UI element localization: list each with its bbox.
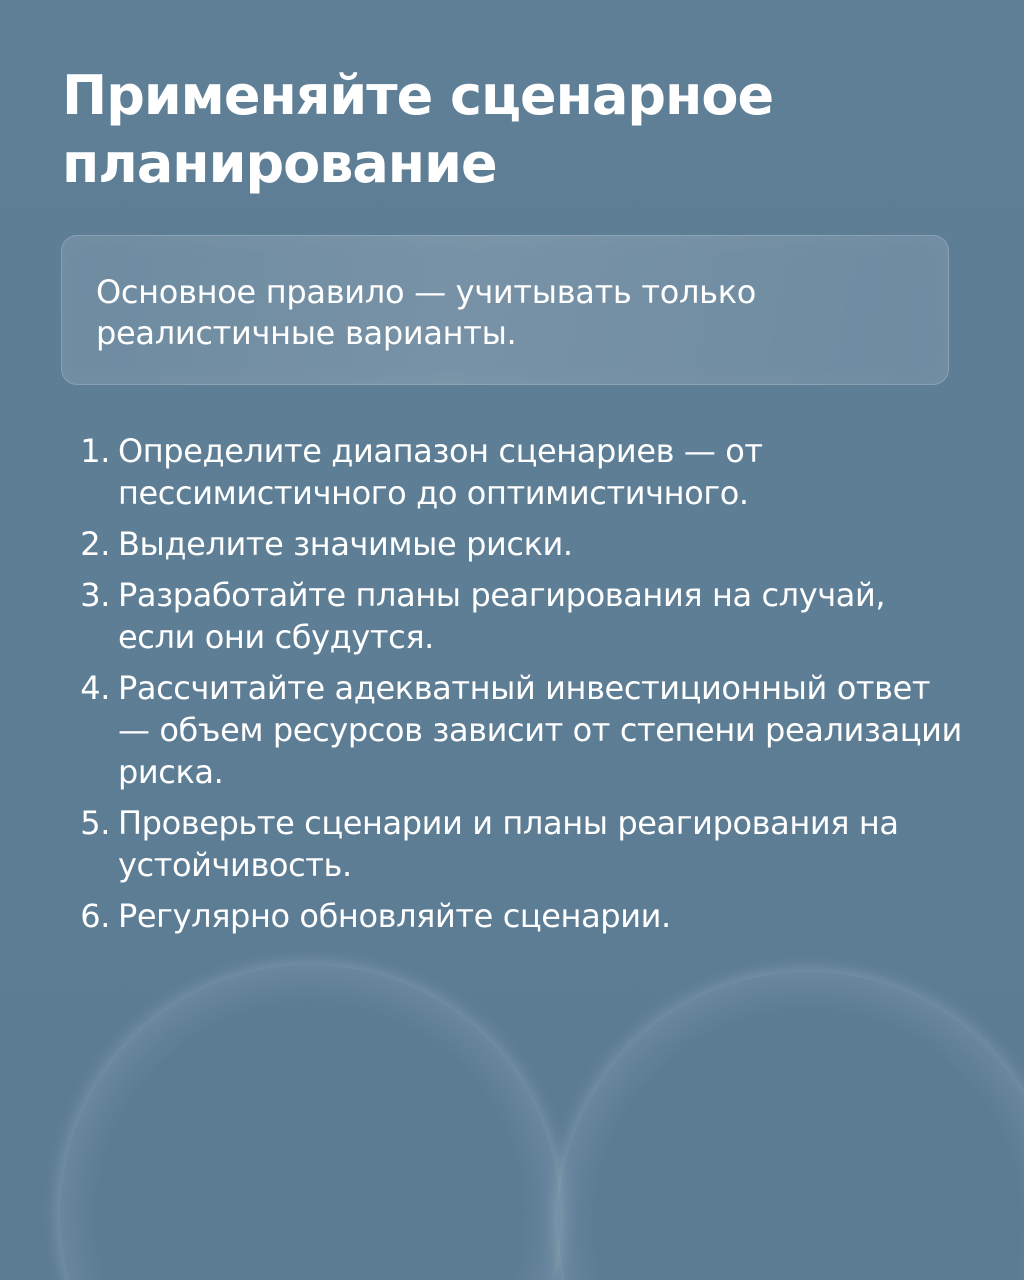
step-text: Выделите значимые риски.	[118, 525, 573, 563]
step-text: Разработайте планы реагирования на случай, если они сбудутся.	[118, 576, 886, 656]
step-number: 3.	[80, 576, 110, 614]
list-item	[62, 802, 962, 886]
list-item	[62, 667, 962, 793]
step-text: Определите диапазон сценариев — от пессимистичного до оптимистичного.	[118, 432, 763, 512]
decorative-bubble-left	[60, 965, 560, 1280]
step-text: Проверьте сценарии и планы реагирования на устойчивость.	[118, 804, 899, 884]
step-text: Рассчитайте адекватный инвестиционный ответ — объем ресурсов зависит от степени реализации риска.	[118, 669, 962, 791]
rule-card	[61, 235, 949, 385]
decorative-bubble-right	[558, 972, 1024, 1280]
list-item	[62, 895, 962, 937]
step-number: 1.	[80, 432, 110, 470]
rule-text: Основное правило — учитывать только реалистичные варианты.	[96, 273, 757, 352]
list-item	[62, 430, 962, 514]
list-item	[62, 574, 962, 658]
step-number: 5.	[80, 804, 110, 842]
page-title: Применяйте сценарное планирование	[62, 64, 774, 195]
list-item	[62, 523, 962, 565]
steps-list	[62, 430, 962, 946]
step-number: 2.	[80, 525, 110, 563]
step-number: 4.	[80, 669, 110, 707]
step-number: 6.	[80, 897, 110, 935]
step-text: Регулярно обновляйте сценарии.	[118, 897, 671, 935]
